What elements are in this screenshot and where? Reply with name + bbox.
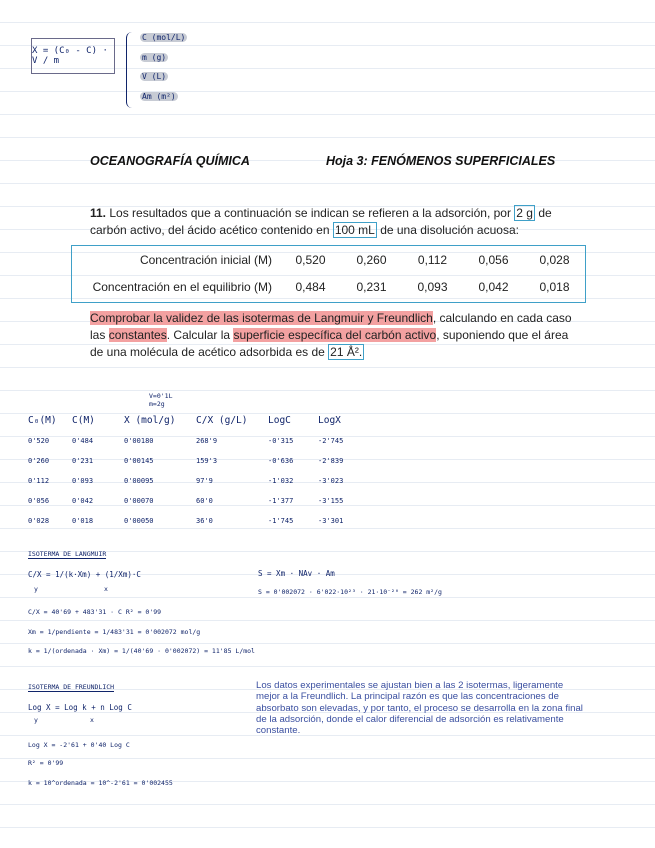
text: , calculando en cada caso las [90,311,572,342]
text: V (L) [142,72,167,81]
formula-text: X = (C₀ - C) · V / m [32,46,108,66]
langmuir-title: ISOTERMA DE LANGMUIR [28,550,107,558]
table-row [28,511,358,531]
text: Am (m²) [142,92,176,101]
table-cell: 0'00095 [124,477,154,485]
table-cell: 0,484 [295,279,326,294]
table-cell: 0,260 [356,252,387,267]
table-cell: -2'745 [318,437,344,445]
table-row [72,246,585,273]
surface-formula: S = Xm · NAv · Am [258,569,335,578]
table-cell: 0,018 [539,279,570,294]
legend-item [140,92,178,101]
table-cell: 268'9 [196,437,218,445]
col-header: LogX [318,414,341,426]
table-cell: 0'018 [72,517,94,525]
table-cell: 0'00050 [124,517,154,525]
text: Los resultados que a continuación se indican se refieren a la adsorción, por [106,206,515,220]
table-cell: 0,056 [478,252,509,267]
header-course: OCEANOGRAFÍA QUÍMICA [90,154,250,168]
table-cell: 97'9 [196,477,213,485]
langmuir-k: k = 1/(ordenada · Xm) = 1/(40'69 · 0'002072) = 11'85 L/mol [28,647,255,655]
table-cell: 0,042 [478,279,509,294]
table-cell: -1'745 [268,517,294,525]
text: m=2g [149,400,165,408]
freundlich-fit: Log X = -2'61 + 0'40 Log C [28,741,130,749]
table-cell: 36'0 [196,517,213,525]
table-row [28,491,358,511]
col-header: C₀(M) [28,414,57,426]
table-cell: 0'260 [28,457,50,465]
highlight-surface: superficie específica del carbón activo [233,328,437,342]
table-cell: 0,520 [295,252,326,267]
langmuir-xm: Xm = 1/pendiente = 1/483'31 = 0'002072 mol/g [28,628,201,636]
table-cell: 0,028 [539,252,570,267]
problem-question [90,310,580,361]
table-cell: 0'231 [72,457,94,465]
table-cell: 0,112 [417,252,448,267]
table-cell: -0'636 [268,457,294,465]
freundlich-equation: Log X = Log k + n Log C [28,703,132,712]
formula-box [31,38,115,74]
table-cell: 0'00070 [124,497,154,505]
col-header: X (mol/g) [124,414,176,426]
table-cell: 0'042 [72,497,94,505]
table-cell: 0'520 [28,437,50,445]
legend-item [140,33,187,42]
mass-value: 2 g [516,206,533,220]
table-cell: -0'315 [268,437,294,445]
table-cell: 0'00145 [124,457,154,465]
table-row [28,451,358,471]
table-cell: 60'0 [196,497,213,505]
legend-item [140,53,168,62]
table-cell: -2'839 [318,457,344,465]
conclusion-note: Los datos experimentales se ajustan bien a las 2 isotermas, ligeramente mejor a la Freundlich. La principal razón es que las concentraciones de absorbato son elevadas, y por tanto, el proceso se desarrolla en la zona final de la adsorción, donde el calor diferencial de adsorción es relativamente constante. [256,680,583,737]
annotation [149,392,172,408]
freundlich-title: ISOTERMA DE FREUNDLICH [28,683,115,691]
langmuir-equation: C/X = 1/(k·Xm) + (1/Xm)·C [28,570,141,579]
text: . Calcular la [166,328,234,342]
text: de carbón activo, del ácido acético contenido en [90,206,552,237]
row-label: Concentración en el equilibrio (M) [92,279,272,294]
text: C (mol/L) [142,33,186,42]
brace [126,32,135,108]
table-cell: -3'301 [318,517,344,525]
table-cell: 0'093 [72,477,94,485]
problem-number: 11. [90,206,107,220]
problem-statement [90,205,580,239]
freundlich-k: k = 10^ordenada = 10^-2'61 = 0'002455 [28,779,173,787]
table-row [72,273,585,300]
volume-value: 100 mL [334,223,375,237]
surface-result: S = 0'002072 · 6'022·10²³ · 21·10⁻²⁰ = 262 m²/g [258,588,442,596]
langmuir-y: y [34,585,38,593]
col-header: LogC [268,414,291,426]
text: , suponiendo que el área de una molécula de acético adsorbida es de [90,328,569,359]
table-cell: 0'028 [28,517,50,525]
table-cell: -1'377 [268,497,294,505]
table-cell: -3'155 [318,497,344,505]
results-table [28,409,358,531]
langmuir-x: x [104,585,108,593]
table-cell: 0'484 [72,437,94,445]
freundlich-y: y [34,716,38,724]
table-cell: -3'023 [318,477,344,485]
text: V=0'1L [149,392,173,400]
legend-item [140,72,168,81]
text: m (g) [142,53,167,62]
concentration-table [71,245,586,303]
highlight-isotherms: Comprobar la validez de las isotermas de Langmuir y Freundlich [90,311,433,325]
freundlich-x: x [90,716,94,724]
col-header: C/X (g/L) [196,414,248,426]
table-cell: 0,231 [356,279,387,294]
table-cell: 0'056 [28,497,50,505]
table-cell: 0'112 [28,477,50,485]
highlight-constants: constantes [108,328,167,342]
langmuir-fit: C/X = 40'69 + 483'31 · C R² = 0'99 [28,608,162,616]
row-label: Concentración inicial (M) [139,252,272,267]
table-cell: 159'3 [196,457,218,465]
table-cell: 0'00180 [124,437,154,445]
table-header-row [28,409,358,431]
table-cell: -1'032 [268,477,294,485]
freundlich-r2: R² = 0'99 [28,759,64,767]
area-value: 21 Å². [330,345,363,359]
table-row [28,471,358,491]
table-row [28,431,358,451]
table-cell: 0,093 [417,279,448,294]
col-header: C(M) [72,414,95,426]
header-sheet: Hoja 3: FENÓMENOS SUPERFICIALES [326,154,556,168]
text: de una disolución acuosa: [376,223,519,237]
